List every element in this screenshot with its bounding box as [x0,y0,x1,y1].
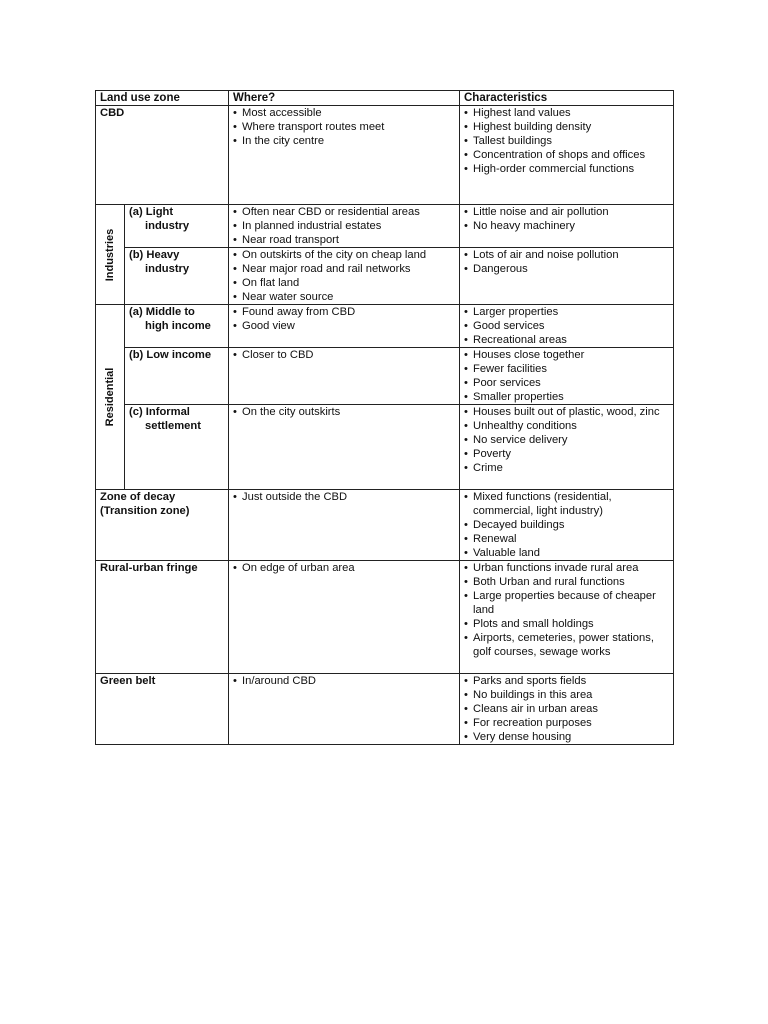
bullet-item: • Larger properties [464,305,669,319]
zone-heavy-line1: (b) Heavy [129,249,180,261]
bullet-item: • Plots and small holdings [464,617,669,631]
bullet-item: • Dangerous [464,262,669,276]
bullet-item: • Renewal [464,532,669,546]
bullet-item: • Poverty [464,447,669,461]
bullet-item: • In/around CBD [233,674,455,688]
zone-low-line1: (b) Low income [129,349,212,361]
bullet-item: • Little noise and air pollution [464,205,669,219]
zone-low-income [125,348,229,405]
characteristics-low-income [460,348,674,405]
bullet-list [233,674,455,688]
row-zone-of-decay [96,490,674,561]
bullet-item: • Near road transport [233,233,455,247]
bullet-item: • No buildings in this area [464,688,669,702]
zone-middle-line1: (a) Middle to [129,306,195,318]
where-cbd [229,106,460,205]
where-zone-of-decay [229,490,460,561]
where-light-industry [229,205,460,248]
header-where: Where? [229,91,460,106]
bullet-item: • Decayed buildings [464,518,669,532]
group-label-industries: Industries [104,228,116,281]
zone-informal-line2: settlement [145,420,201,432]
bullet-list [233,405,455,419]
characteristics-informal-settlement [460,405,674,490]
zone-informal-line1: (c) Informal [129,406,190,418]
characteristics-zone-of-decay [460,490,674,561]
bullet-list [464,305,669,347]
where-heavy-industry [229,248,460,305]
bullet-list [233,305,455,333]
bullet-item: • On edge of urban area [233,561,455,575]
bullet-item: • On flat land [233,276,455,290]
group-industries [96,205,125,305]
characteristics-light-industry [460,205,674,248]
bullet-item: • Just outside the CBD [233,490,455,504]
bullet-item: • Near major road and rail networks [233,262,455,276]
where-rural-urban-fringe [229,561,460,674]
where-green-belt [229,674,460,745]
bullet-list [464,205,669,233]
row-informal-settlement [96,405,674,490]
where-informal-settlement [229,405,460,490]
bullet-item: • Good view [233,319,455,333]
zone-middle-line2: high income [145,320,211,332]
zone-heavy-line2: industry [145,263,190,275]
bullet-item: • Good services [464,319,669,333]
land-use-table [95,90,674,745]
characteristics-heavy-industry [460,248,674,305]
zone-light-line2: industry [145,220,190,232]
bullet-item: • Valuable land [464,546,669,560]
characteristics-cbd [460,106,674,205]
bullet-item: • Where transport routes meet [233,120,455,134]
bullet-item: • Unhealthy conditions [464,419,669,433]
bullet-list [233,205,455,247]
bullet-item: • Closer to CBD [233,348,455,362]
characteristics-green-belt [460,674,674,745]
bullet-item: • Lots of air and noise pollution [464,248,669,262]
zone-heavy-industry [125,248,229,305]
bullet-item: • Highest land values [464,106,669,120]
bullet-item: • No service delivery [464,433,669,447]
bullet-item: • Urban functions invade rural area [464,561,669,575]
group-label-residential: Residential [104,367,116,427]
header-zone: Land use zone [96,91,229,106]
bullet-list [464,490,669,560]
bullet-item: • Fewer facilities [464,362,669,376]
characteristics-rural-urban-fringe [460,561,674,674]
row-rural-urban-fringe [96,561,674,674]
bullet-list [233,561,455,575]
bullet-list [464,674,669,744]
where-low-income [229,348,460,405]
bullet-item: • Most accessible [233,106,455,120]
header-row [96,91,674,106]
bullet-item: • Highest building density [464,120,669,134]
bullet-list [233,106,455,148]
zone-green-belt: Green belt [96,674,229,745]
bullet-item: • No heavy machinery [464,219,669,233]
bullet-list [233,490,455,504]
bullet-item: • Often near CBD or residential areas [233,205,455,219]
row-light-industry [96,205,674,248]
row-cbd [96,106,674,205]
bullet-item: • Mixed functions (residential, commercial, light industry) [464,490,669,518]
bullet-list [464,405,669,475]
row-heavy-industry [96,248,674,305]
bullet-list [464,248,669,276]
bullet-item: • High-order commercial functions [464,162,669,176]
zone-cbd: CBD [96,106,229,205]
bullet-item: • Near water source [233,290,455,304]
zone-informal-settlement [125,405,229,490]
bullet-item: • On the city outskirts [233,405,455,419]
bullet-item: • Crime [464,461,669,475]
bullet-item: • In planned industrial estates [233,219,455,233]
bullet-list [464,561,669,659]
zone-light-industry [125,205,229,248]
bullet-item: • On outskirts of the city on cheap land [233,248,455,262]
group-residential [96,305,125,490]
zone-middle-high-income [125,305,229,348]
bullet-list [464,106,669,176]
zone-decay [96,490,229,561]
where-middle-high-income [229,305,460,348]
bullet-item: • Poor services [464,376,669,390]
bullet-item: • Recreational areas [464,333,669,347]
header-characteristics: Characteristics [460,91,674,106]
bullet-item: • Houses close together [464,348,669,362]
bullet-item: • Parks and sports fields [464,674,669,688]
bullet-list [233,248,455,304]
bullet-item: • Large properties because of cheaper land [464,589,669,617]
row-low-income [96,348,674,405]
bullet-item: • In the city centre [233,134,455,148]
row-middle-high-income [96,305,674,348]
zone-decay-line2: (Transition zone) [100,505,190,517]
zone-decay-line1: Zone of decay [100,491,176,503]
bullet-list [233,348,455,362]
bullet-list [464,348,669,404]
bullet-item: • Found away from CBD [233,305,455,319]
row-green-belt [96,674,674,745]
zone-rural-urban-fringe: Rural-urban fringe [96,561,229,674]
bullet-item: • Smaller properties [464,390,669,404]
bullet-item: • Cleans air in urban areas [464,702,669,716]
bullet-item: • Concentration of shops and offices [464,148,669,162]
bullet-item: • Tallest buildings [464,134,669,148]
characteristics-middle-high-income [460,305,674,348]
bullet-item: • Airports, cemeteries, power stations, golf courses, sewage works [464,631,669,659]
bullet-item: • Very dense housing [464,730,669,744]
bullet-item: • Houses built out of plastic, wood, zinc [464,405,669,419]
zone-light-line1: (a) Light [129,206,174,218]
bullet-item: • For recreation purposes [464,716,669,730]
bullet-item: • Both Urban and rural functions [464,575,669,589]
